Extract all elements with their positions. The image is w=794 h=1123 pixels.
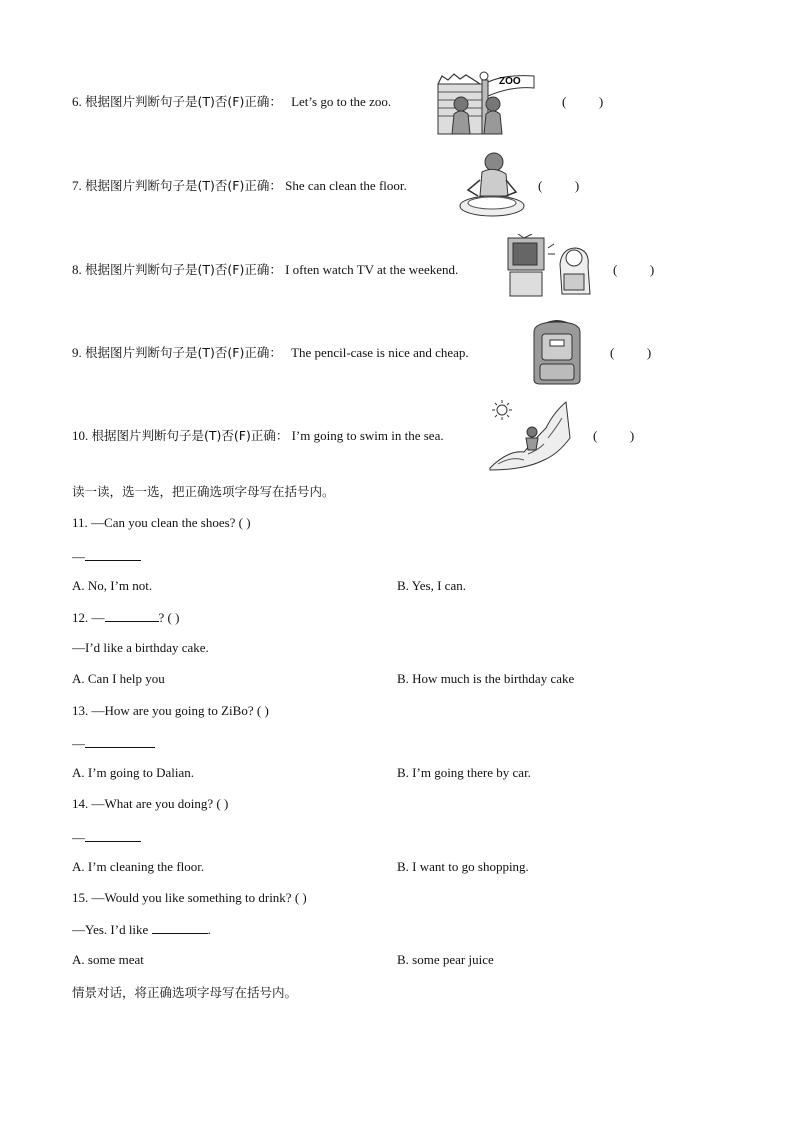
question-blank-12[interactable] <box>105 609 159 622</box>
question-12 <box>72 609 179 626</box>
answer-paren-9[interactable]: ( ) <box>610 345 652 360</box>
answer-paren-8[interactable]: ( ) <box>613 262 655 277</box>
option-14-a: A. I’m cleaning the floor. <box>72 859 205 874</box>
climbing-picture <box>488 398 574 474</box>
section-dialogue: 情景对话，将正确选项字母写在括号内。 <box>72 985 298 1000</box>
question-sentence: I often watch TV at the weekend. <box>285 262 459 277</box>
backpack-picture <box>528 316 586 386</box>
dash: — <box>72 549 85 564</box>
answer-paren-6[interactable]: ( ) <box>562 94 604 109</box>
question-15: 15. —Would you like something to drink? ( ) <box>72 890 307 905</box>
option-14-b: B. I want to go shopping. <box>397 859 529 874</box>
question-11: 11. —Can you clean the shoes? ( ) <box>72 515 251 530</box>
question-sentence: She can clean the floor. <box>285 178 407 193</box>
question-14: 14. —What are you doing? ( ) <box>72 796 229 811</box>
question-8 <box>72 262 458 278</box>
question-prompt: 根据图片判断句子是(T)否(F)正确： <box>91 428 289 443</box>
dash: — <box>72 830 85 845</box>
option-11-a: A. No, I’m not. <box>72 578 153 593</box>
option-15-a: A. some meat <box>72 952 144 967</box>
option-11-b: B. Yes, I can. <box>397 578 466 593</box>
question-sentence: Let’s go to the zoo. <box>291 94 392 109</box>
answer-paren-10[interactable]: ( ) <box>593 428 635 443</box>
question-9 <box>72 345 469 361</box>
answer-line-12: —I’d like a birthday cake. <box>72 640 209 655</box>
answer-line-13 <box>72 735 155 752</box>
dash: — <box>72 736 85 751</box>
question-prefix: 12. — <box>72 610 105 625</box>
question-number: 10. <box>72 428 89 443</box>
question-sentence: I’m going to swim in the sea. <box>291 428 444 443</box>
question-13: 13. —How are you going to ZiBo? ( ) <box>72 703 269 718</box>
option-12-b: B. How much is the birthday cake <box>397 671 575 686</box>
question-sentence: The pencil-case is nice and cheap. <box>291 345 469 360</box>
question-number: 8. <box>72 262 82 277</box>
answer-paren-7[interactable]: ( ) <box>538 178 580 193</box>
answer-line-14 <box>72 829 141 846</box>
answer-blank-11[interactable] <box>85 548 141 561</box>
zoo-sign-text: ZOO <box>499 76 521 87</box>
answer-line-15 <box>72 921 211 938</box>
question-number: 7. <box>72 178 82 193</box>
question-number: 9. <box>72 345 82 360</box>
answer-blank-14[interactable] <box>85 829 141 842</box>
question-6 <box>72 94 391 110</box>
answer-line-11 <box>72 548 141 565</box>
option-13-a: A. I’m going to Dalian. <box>72 765 195 780</box>
option-12-a: A. Can I help you <box>72 671 165 686</box>
answer-blank-13[interactable] <box>85 735 155 748</box>
watching-tv-picture <box>504 234 596 300</box>
question-prompt: 根据图片判断句子是(T)否(F)正确： <box>85 345 282 360</box>
question-number: 6. <box>72 94 82 109</box>
girl-washing-picture <box>456 150 528 218</box>
question-prompt: 根据图片判断句子是(T)否(F)正确： <box>85 178 282 193</box>
zoo-gate-picture <box>436 70 536 140</box>
question-prompt: 根据图片判断句子是(T)否(F)正确： <box>85 262 282 277</box>
answer-suffix: . <box>207 922 211 937</box>
question-suffix: ? ( ) <box>158 610 180 625</box>
question-10 <box>72 428 444 444</box>
section-read-choose: 读一读，选一选，把正确选项字母写在括号内。 <box>72 484 335 499</box>
option-13-b: B. I’m going there by car. <box>397 765 531 780</box>
answer-prefix: —Yes. I’d like <box>72 922 152 937</box>
question-7 <box>72 178 407 194</box>
option-15-b: B. some pear juice <box>397 952 494 967</box>
question-prompt: 根据图片判断句子是(T)否(F)正确： <box>85 94 282 109</box>
answer-blank-15[interactable] <box>152 921 208 934</box>
